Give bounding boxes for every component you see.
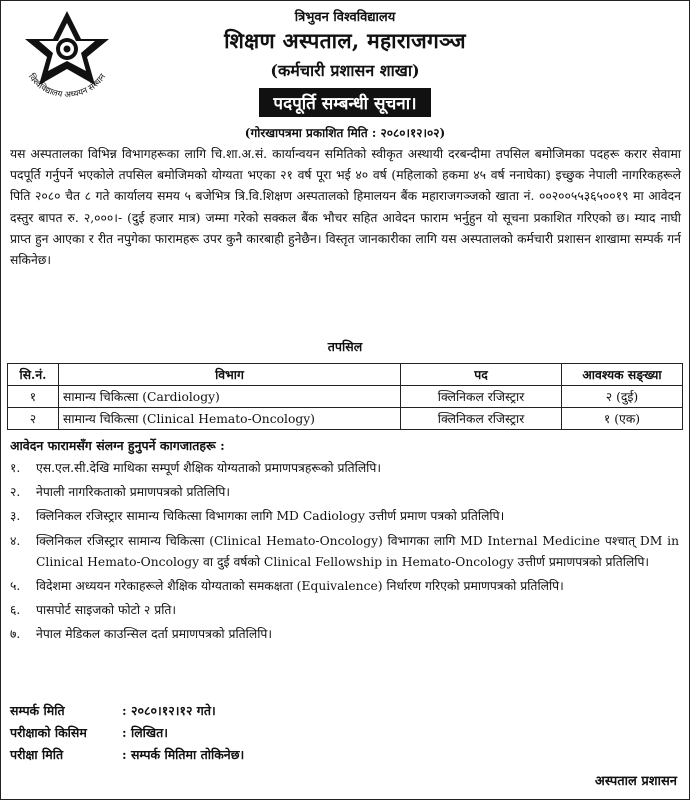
exam-date-label: परीक्षा मिति	[10, 747, 64, 762]
list-item-number: ४.	[10, 533, 21, 548]
notice-title: पदपूर्ति सम्बन्धी सूचना।	[259, 88, 430, 117]
published-date: (गोरखापत्रमा प्रकाशित मिति : २०८०।१२।०२)	[244, 126, 446, 140]
list-item	[10, 624, 679, 645]
col-header-post: पद	[401, 364, 562, 386]
list-item	[10, 576, 679, 597]
list-item-number: ५.	[10, 579, 21, 594]
cell-department: सामान्य चिकित्सा (Cardiology)	[59, 386, 401, 408]
list-item-text: पासपोर्ट साइजको फोटो २ प्रति।	[36, 603, 177, 618]
cell-sn: २	[8, 408, 59, 430]
signatory: अस्पताल प्रशासन	[594, 774, 677, 789]
exam-type-label: परीक्षाको किसिम	[10, 725, 87, 740]
list-item	[10, 458, 679, 479]
section-name: (कर्मचारी प्रशासन शाखा)	[270, 61, 420, 80]
list-item	[10, 600, 679, 621]
cell-post: क्लिनिकल रजिस्ट्रार	[401, 386, 562, 408]
cell-required-number: २ (दुई)	[562, 386, 683, 408]
contact-date-value: : २०८०।१२।१२ गते।	[122, 703, 216, 718]
col-header-sn: सि.नं.	[8, 364, 59, 386]
col-header-required-number: आवश्यक सङ्ख्या	[562, 364, 683, 386]
table-row	[8, 386, 683, 408]
hospital-name: शिक्षण अस्पताल, महाराजगञ्ज	[224, 28, 466, 53]
list-item-number: ६.	[10, 603, 21, 618]
list-item	[10, 482, 679, 503]
cell-required-number: १ (एक)	[562, 408, 683, 430]
list-item-number: १.	[10, 461, 21, 475]
exam-date-value: : सम्पर्क मितिमा तोकिनेछ।	[122, 747, 245, 762]
documents-heading: आवेदन फारामसँग संलग्न हुनुपर्ने कागजातहरू :	[10, 438, 225, 453]
list-item	[10, 506, 679, 527]
table-header-row	[8, 364, 683, 386]
cell-department: सामान्य चिकित्सा (Clinical Hemato-Oncology)	[59, 408, 401, 430]
list-item-number: २.	[10, 485, 21, 500]
cell-sn: १	[8, 386, 59, 408]
list-item-number: ३.	[10, 509, 21, 524]
notice-body: यस अस्पतालका विभिन्न विभागहरूका लागि चि.शा.अ.सं. कार्यान्वयन समितिको स्वीकृत अस्थायी दरबन्दीमा तपसिल बमोजिमका पदहरू करार सेवामा पदपूर्ति गर्नुपर्ने भएकोले तपसिल बमोजिमको योग्यता भएका २१ वर्ष पूरा भई ४० वर्ष (महिलाको हकमा ४५ वर्ष ननाघेका) इच्छुक नेपाली नागरिकहरूले पिति २०८० चैत ८ गते कार्यालय समय ५ बजेभित्र त्रि.वि.शिक्षण अस्पतालको हिमालयन बैंक महाराजगञ्जको खाता नं. ००२००५५३६५००१९ मा आवेदन दस्तुर बापत रु. २,०००।- (दुई हजार मात्र) जम्मा गरेको सक्कल बैंक भौचर सहित आवेदन फाराम भर्नुहुन यो सूचना प्रकाशित गरिएको छ। म्याद नाघी प्राप्त हुन आएका र रीत नपुगेका फारामहरू उपर कुनै कारबाही हुनेछैन। विस्तृत जानकारीका लागि यस अस्पतालको कर्मचारी प्रशासन शाखामा सम्पर्क गर्न सकिनेछ।	[10, 147, 681, 268]
svg-text:विश्वविद्यालय अध्ययन संस्थान: विश्वविद्यालय अध्ययन संस्थान	[25, 72, 109, 101]
list-item-number: ७.	[10, 627, 21, 642]
university-name: त्रिभुवन विश्वविद्यालय	[294, 10, 396, 25]
documents-list	[10, 458, 679, 649]
exam-date-row	[10, 746, 244, 763]
table-row	[8, 408, 683, 430]
list-item-text: क्लिनिकल रजिस्ट्रार सामान्य चिकित्सा (Clinical Hemato-Oncology) विभागका लागि MD Internal Medicine पश्चात् DM in Clinical Hemato-Oncology वा दुई वर्षको Clinical Fellowship in Hemato-Oncology उत्तीर्ण प्रमाणपत्रको प्रतिलिपि।	[36, 533, 679, 569]
positions-table	[7, 363, 683, 430]
list-item-text: विदेशमा अध्ययन गरेकाहरूले शैक्षिक योग्यताको समकक्षता (Equivalence) निर्धारण गरिएको प्रमाणपत्रको प्रतिलिपि।	[36, 579, 564, 594]
list-item-text: क्लिनिकल रजिस्ट्रार सामान्य चिकित्सा विभागका लागि MD Cadiology उत्तीर्ण प्रमाण पत्रको प्रतिलिपि।	[36, 509, 505, 524]
list-item-text: नेपाली नागरिकताको प्रमाणपत्रको प्रतिलिपि।	[36, 485, 231, 500]
details-heading: तपसिल	[327, 339, 363, 354]
list-item	[10, 531, 679, 573]
list-item-text: एस.एल.सी.देखि माथिका सम्पूर्ण शैक्षिक योग्यताको प्रमाणपत्रहरूको प्रतिलिपि।	[36, 461, 382, 475]
cell-post: क्लिनिकल रजिस्ट्रार	[401, 408, 562, 430]
exam-type-value: : लिखित।	[122, 725, 169, 740]
contact-date-row	[10, 702, 216, 719]
contact-date-label: सम्पर्क मिति	[10, 703, 65, 718]
exam-type-row	[10, 724, 168, 741]
list-item-text: नेपाल मेडिकल काउन्सिल दर्ता प्रमाणपत्रको प्रतिलिपि।	[36, 627, 273, 642]
col-header-department: विभाग	[59, 364, 401, 386]
